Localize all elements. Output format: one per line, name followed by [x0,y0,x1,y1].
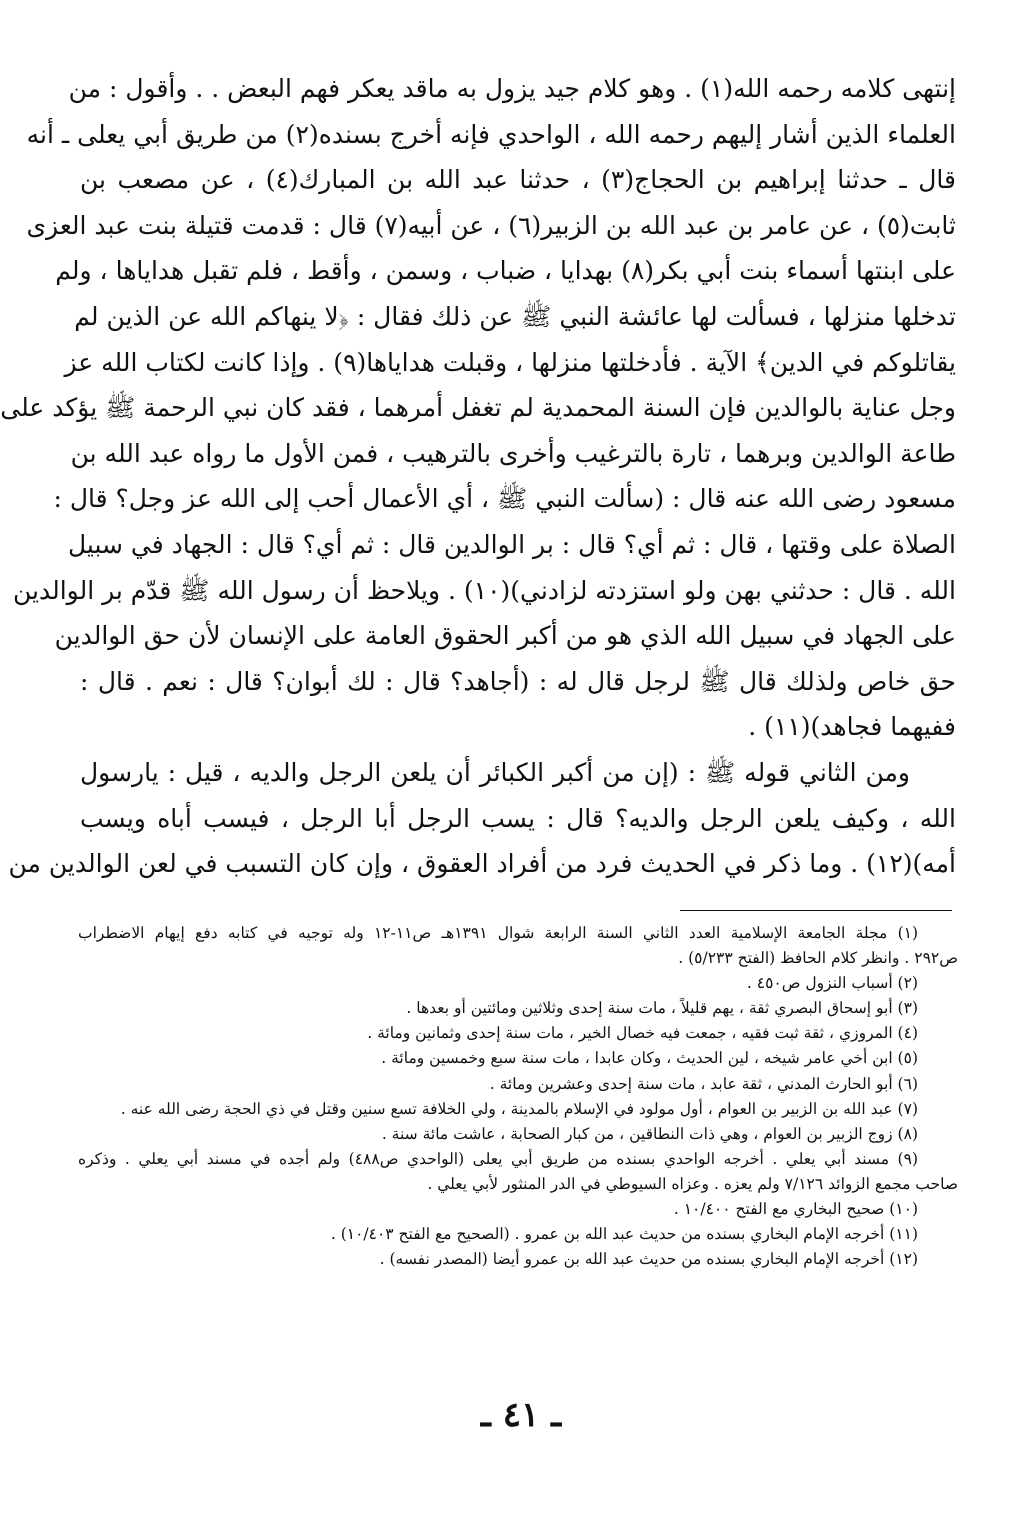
footnote: (٤) المروزي ، ثقة ثبت فقيه ، جمعت فيه خصال الخير ، مات سنة إحدى وثمانين ومائة . [367,1024,918,1043]
text-line: على ابنتها أسماء بنت أبي بكر(٨) بهدايا ، ضباب ، وسمن ، وأقط ، فلم تقبل هداياها ، ولم [55,256,956,286]
main-text [0,66,956,887]
page-number: ـ ٤١ ـ [480,1395,562,1435]
text-line: وجل عناية بالوالدين فإن السنة المحمدية لم تغفل أمرهما ، فقد كان نبي الرحمة ﷺ يؤكد على [0,393,956,423]
text-line: أمه)(١٢) . وما ذكر في الحديث فرد من أفراد العقوق ، وإن كان التسبب في لعن الوالدين من [8,849,956,879]
footnote: (٨) زوج الزبير بن العوام ، وهي ذات النطاقين ، من كبار الصحابة ، عاشت مائة سنة . [381,1124,918,1143]
text-line: الله . قال : حدثني بهن ولو استزدته لزادني)(١٠) . ويلاحظ أن رسول الله ﷺ قدّم بر الوالدين [13,575,956,605]
text-line: على الجهاد في سبيل الله الذي هو من أكبر الحقوق العامة على الإنسان لأن حق الوالدين [54,621,956,651]
text-line: حق خاص ولذلك قال ﷺ لرجل قال له : (أجاهد؟ قال : لك أبوان؟ قال : نعم . قال : [80,666,956,696]
footnote: (٥) ابن أخي عامر شيخه ، لين الحديث ، وكان عابدا ، مات سنة سبع وخمسين ومائة . [381,1049,918,1068]
footnotes [78,921,958,1272]
footnote: (١١) أخرجه الإمام البخاري بسنده من حديث عبد الله بن عمرو . (الصحيح مع الفتح ١٠/٤٠٣) . [330,1225,918,1244]
text-line: الصلاة على وقتها ، قال : ثم أي؟ قال : بر الوالدين قال : ثم أي؟ قال : الجهاد في سبيل [67,529,956,559]
text-line: العلماء الذين أشار إليهم رحمه الله ، الواحدي فإنه أخرج بسنده(٢) من طريق أبي يعلى ـ أنه [26,119,956,149]
text-line: مسعود رضى الله عنه قال : (سألت النبي ﷺ ، أي الأعمال أحب إلى الله عز وجل؟ قال : [53,484,956,514]
footnote-continuation: صاحب مجمع الزوائد ٧/١٢٦ ولم يعزه . وعزاه السيوطي في الدر المنثور لأبي يعلي . [427,1174,958,1193]
text-line: يقاتلوكم في الدين﴾ الآية . فأدخلتها منزلها ، وقبلت هداياها(٩) . وإذا كانت لكتاب الله عز [64,347,956,377]
text-line: ومن الثاني قوله ﷺ : (إن من أكبر الكبائر أن يلعن الرجل والديه ، قيل : يارسول [80,757,910,787]
text-line: ففيهما فجاهد)(١١) . [748,712,956,742]
text-line: طاعة الوالدين وبرهما ، تارة بالترغيب وأخرى بالترهيب ، فمن الأول ما رواه عبد الله بن [70,438,956,468]
footnote: (٣) أبو إسحاق البصري ثقة ، يهم قليلاً ، مات سنة إحدى وثلاثين ومائتين أو بعدها . [406,999,918,1018]
text-line: الله ، وكيف يلعن الرجل والديه؟ قال : يسب الرجل أبا الرجل ، فيسب أباه ويسب [80,803,956,833]
text-line: تدخلها منزلها ، فسألت لها عائشة النبي ﷺ عن ذلك فقال : ﴿لا ينهاكم الله عن الذين لم [74,301,956,331]
text-line: إنتهى كلامه رحمه الله(١) . وهو كلام جيد يزول به ماقد يعكر فهم البعض . . وأقول : من [68,74,956,103]
footnote: (٦) أبو الحارث المدني ، ثقة عابد ، مات سنة إحدى وعشرين ومائة . [489,1074,918,1093]
footnote: (١) مجلة الجامعة الإسلامية العدد الثاني السنة الرابعة شوال ١٣٩١هـ ص١١-١٢ وله توجيه في كتابه دفع إيهام الاضطراب [78,924,919,942]
footnote: (٢) أسباب النزول ص٤٥٠ . [746,974,918,993]
text-line: ثابت(٥) ، عن عامر بن عبد الله بن الزبير(٦) ، عن أبيه(٧) قال : قدمت قتيلة بنت عبد العزى [26,210,956,240]
footnote: (١٢) أخرجه الإمام البخاري بسنده من حديث عبد الله بن عمرو أيضا (المصدر نفسه) . [379,1250,918,1269]
footnote-continuation: ص٢٩٢ . وانظر كلام الحافظ (الفتح ٥/٢٣٣) . [678,949,958,968]
footnote: (٩) مسند أبي يعلي . أخرجه الواحدي بسنده من طريق أبي يعلى (الواحدي ص٤٨٨) ولم أجده في مسند أبي يعلي . وذكره [78,1149,918,1168]
footnote-divider [680,910,952,911]
footnote: (٧) عبد الله بن الزبير بن العوام ، أول مولود في الإسلام بالمدينة ، ولي الخلافة تسع سنين وقتل في ذي الحجة رضى الله عنه . [120,1099,918,1118]
text-line: قال ـ حدثنا إبراهيم بن الحجاج(٣) ، حدثنا عبد الله بن المبارك(٤) ، عن مصعب بن [80,165,956,195]
footnote: (١٠) صحيح البخاري مع الفتح ١٠/٤٠٠ . [673,1200,918,1219]
